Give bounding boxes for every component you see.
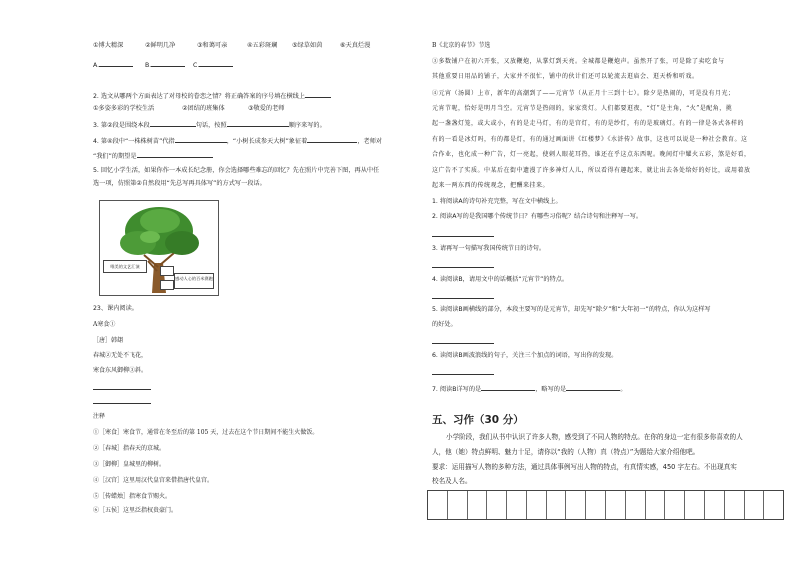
label-c: C. (193, 62, 200, 69)
answer-c (193, 60, 233, 70)
q3-part-a: 3. 第②段是围绕本段 (93, 122, 150, 129)
question-2 (93, 91, 331, 101)
passage-b-title: B《北京的春节》节选 (432, 42, 491, 49)
option-6: ⑥天真烂漫 (340, 42, 371, 49)
passage-b-p2-line-3: 起一盏盏灯笼，或大或小，有的是走马灯，有的是宫灯，有的是纱灯，有的是玻璃灯。有的一律是各式各样的 (432, 120, 745, 127)
option-1: ①博大精深 (93, 42, 124, 49)
q3-blank-1[interactable] (150, 120, 196, 127)
question-2-blank[interactable] (305, 91, 331, 98)
passage-b-p2-line-1: ④元宵（汤圆）上市，新年的高潮到了——元宵节（从正月十三到十七）。除夕是热闹的，可是没有月光； (432, 90, 735, 97)
question-5-line-2: 选一项，仿照第②自然段用“先总写再具体写”的方式写一段话。 (93, 180, 266, 187)
passage-b-p1-line-2: 其他重要日用品的铺子，大家并不很忙，铺中的伙计们还可以轮流去逛庙会、逛天桥和听戏。 (432, 73, 699, 80)
note-1: ①［寒食］寒食节，通常在冬至后的第 105 天，过去在这个节日期间不能生火做饭。 (93, 429, 319, 436)
tree-label-race: 感动人心的百米赛跑 (174, 273, 214, 289)
answer-line-q5[interactable] (432, 343, 494, 344)
q4-part-b: ，“小树长成参天大树”象征着 (226, 138, 308, 145)
question-5-line-1: 5. 回忆小学生活，如果你作一本成长纪念册，你会选择哪些难忘的回忆？先在照片中完善下图，再从中任 (93, 167, 380, 174)
grid-cell[interactable] (468, 491, 488, 519)
answer-b (145, 60, 185, 70)
grid-cell[interactable] (547, 491, 567, 519)
option-3: ③和蔼可亲 (197, 42, 228, 49)
grid-cell[interactable] (725, 491, 745, 519)
grid-cell[interactable] (428, 491, 448, 519)
question-2-text: 2. 选文从哪两个方面表达了对母校的眷恋之情？将正确答案的序号填在横线上 (93, 93, 306, 100)
right-question-5-line-2: 的好处。 (432, 321, 457, 328)
grid-cell[interactable] (487, 491, 507, 519)
passage-b-p2-line-6: 这广告不了实质。中某后在街中遗漫了许多神灯人儿，所以看得有趣起来，就让出去各处给好的好比，或用着放 (432, 167, 751, 174)
note-2: ②［春城］指春天的京城。 (93, 445, 166, 452)
label-a: A. (93, 62, 100, 69)
q4-part-a: 4. 第④段中“一株株树苗”代指 (93, 138, 175, 145)
grid-cell[interactable] (705, 491, 725, 519)
grid-cell[interactable] (507, 491, 527, 519)
passage-b-p1-line-1: ③多数铺户在初六开张，又放鞭炮，从掌灯到天亮。全城都是鞭炮声。虽然开了张，可是除了卖吃食与 (432, 58, 725, 65)
blank-a[interactable] (99, 60, 133, 67)
question-4 (93, 136, 382, 146)
q2-option-1: ①多姿多彩的学校生活 (93, 105, 155, 112)
right-question-4: 4. 读阅读B，请用文中的话概括“元宵节”的特点。 (432, 276, 569, 283)
poem-blank-2[interactable] (93, 403, 151, 404)
passage-b-p2-line-7: 起来一两东西的传统观念，把酬来挂来。 (432, 182, 550, 189)
notes-title: 注释 (93, 413, 106, 420)
grid-cell[interactable] (764, 491, 783, 519)
essay-line-4: 校名及人名。 (432, 477, 472, 485)
answer-line-q6[interactable] (432, 374, 494, 375)
grid-cell[interactable] (626, 491, 646, 519)
label-b: B. (145, 62, 152, 69)
grid-cell[interactable] (527, 491, 547, 519)
q7-part-b: ，略写的是 (535, 386, 567, 393)
section-composition-heading: 五、习作（30 分） (432, 414, 524, 426)
note-4: ④［汉宫］这里用汉代皇宫来借指唐代皇宫。 (93, 477, 214, 484)
grid-cell[interactable] (745, 491, 765, 519)
poem-line-1: 春城②无处不飞花， (93, 352, 148, 359)
grid-cell[interactable] (685, 491, 705, 519)
answer-line-q4[interactable] (432, 298, 494, 299)
passage-b-p2-line-4: 有的一看是冰灯吗，有的都是灯，有的通过画面讲《红楼梦》《水浒传》故事，这也可以说是一种社会教育。这 (432, 136, 748, 143)
right-question-3: 3. 请再写一句描写我国传统节日的诗句。 (432, 245, 546, 252)
question-4-line-2 (93, 151, 213, 161)
grid-cell[interactable] (665, 491, 685, 519)
right-question-6: 6. 读阅读B画波浪线的句子，关注三个加点的词语，写出你的发现。 (432, 352, 618, 359)
grid-cell[interactable] (586, 491, 606, 519)
poem-title: A寒食① (93, 321, 116, 328)
poem-blank-1[interactable] (93, 389, 151, 390)
q4-part-c: ，老师对 (357, 138, 383, 145)
passage-b-p2-line-5: 合作业，也化成一种广告，灯一亮起，使刺人眼花耳热，谁还在乎这点东西呢。晚间灯中耀火五彩，煞是好看， (432, 151, 751, 158)
q4-blank-2[interactable] (307, 136, 357, 143)
q4-blank-3[interactable] (137, 151, 213, 158)
grid-cell[interactable] (606, 491, 626, 519)
tree-empty-box-1[interactable] (160, 266, 174, 276)
note-3: ③［御柳］皇城里的柳树。 (93, 461, 166, 468)
question-23: 23、课内阅读。 (93, 305, 138, 312)
q7-part-c: 。 (620, 386, 627, 393)
blank-b[interactable] (151, 60, 185, 67)
right-question-1: 1. 将阅读A的诗句补充完整，写在文中横线上。 (432, 198, 562, 205)
q4-blank-1[interactable] (175, 136, 227, 143)
tree-empty-box-2[interactable] (160, 280, 174, 290)
q3-part-b: 句话，按照 (195, 122, 227, 129)
note-5: ⑤［传蜡烛］指寒食节赐火。 (93, 493, 172, 500)
tree-canopy-top (140, 209, 180, 233)
composition-grid[interactable] (427, 490, 784, 520)
q4-part-d: “我们”的期望是 (93, 153, 137, 160)
right-question-7 (432, 384, 626, 394)
q7-blank-2[interactable] (566, 384, 620, 391)
passage-b-p2-line-2: 元宵节呢，恰好是明月当空。元宵节是热闹的，家家赏灯。人们都要逛夜，“灯”是主角，“火”是配角，挑 (432, 105, 733, 112)
option-5: ⑤绿草如茵 (292, 42, 323, 49)
answer-line-q2[interactable] (432, 236, 494, 237)
q7-blank-1[interactable] (481, 384, 535, 391)
blank-c[interactable] (199, 60, 233, 67)
right-question-5-line-1: 5. 读阅读B画横线的部分，本段主要写的是元宵节，却先写“除夕”和“大年初一”的特点，你认为这样写 (432, 306, 711, 313)
q2-option-2: ②团结的班集体 (182, 105, 225, 112)
poem-dynasty: ［唐］韩翃 (93, 337, 124, 344)
q2-option-3: ③敬爱的老师 (248, 105, 285, 112)
essay-line-1: 小学阶段，我们从书中认识了许多人物，感受到了不同人物的特点。在你的身边一定有很多你喜欢的人 (446, 433, 743, 441)
essay-line-3: 要求：运用描写人物的多种方法，通过具体事例写出人物的特点，有真情实感，450 字左右。不出现真实 (432, 463, 737, 471)
grid-cell[interactable] (566, 491, 586, 519)
tree-highlight (140, 231, 160, 243)
q3-part-c: 顺序来写的。 (288, 122, 326, 129)
tree-canopy-right (165, 231, 199, 255)
note-6: ⑥［五侯］这里泛指权贵豪门。 (93, 507, 178, 514)
answer-line-q3[interactable] (432, 267, 494, 268)
poem-line-2: 寒食东风御柳③斜。 (93, 367, 148, 374)
tree-label-art-show: 唯美的文艺汇演 (103, 260, 147, 273)
option-2: ②鲜明几净 (145, 42, 176, 49)
essay-line-2: 人，他（她）特点鲜明、魅力十足，请你以“我的（人物）真（特点）”为题给大家介绍他吧。 (432, 448, 700, 456)
right-question-2: 2. 阅读A写的是我国哪个传统节日？有哪些习俗呢？结合诗句和注释写一写。 (432, 213, 643, 220)
q7-part-a: 7. 阅读B详写的是 (432, 386, 482, 393)
grid-cell[interactable] (646, 491, 666, 519)
option-4: ④五彩斑斓 (247, 42, 278, 49)
grid-cell[interactable] (448, 491, 468, 519)
question-3 (93, 120, 326, 130)
q3-blank-2[interactable] (227, 120, 289, 127)
answer-a (93, 60, 133, 70)
